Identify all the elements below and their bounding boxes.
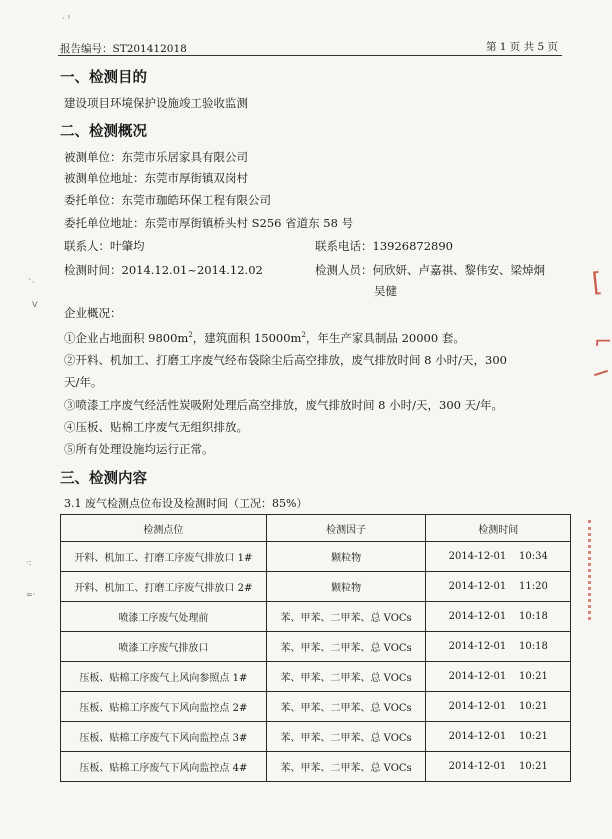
cell-time: 2014-12-01 11:20 (426, 572, 571, 602)
section-2-title: 二、检测概况 (60, 124, 147, 140)
tested-unit: 被测单位：东莞市乐居家具有限公司 (64, 150, 248, 164)
section-1-title: 一、检测目的 (60, 70, 147, 86)
table-caption: 3.1 废气检测点位布设及检测时间（工况：85%） (64, 497, 308, 510)
table-row (61, 752, 571, 782)
cell-location: 压板、贴棉工序废气下风向监控点 2# (61, 692, 267, 722)
table-header-row (61, 515, 571, 542)
cell-time: 2014-12-01 10:21 (426, 662, 571, 692)
stamp-fragment: [ (590, 267, 604, 299)
cell-factor: 颗粒物 (266, 542, 426, 572)
cell-factor: 苯、甲苯、二甲苯、总 VOCs (266, 722, 426, 752)
cell-location: 压板、贴棉工序废气下风向监控点 3# (61, 722, 267, 752)
cell-location: 喷漆工序废气排放口 (61, 632, 267, 662)
test-staff: 检测人员：何欣妍、卢嘉祺、黎伟安、梁焯炯 (315, 263, 545, 277)
company-item-3: ③喷漆工序废气经活性炭吸附处理后高空排放，废气排放时间 8 小时/天，300 天/年。 (64, 398, 503, 412)
stamp-fragment (588, 520, 611, 620)
cell-time: 2014-12-01 10:18 (426, 602, 571, 632)
scan-speck: ·: (26, 558, 32, 567)
table-row (61, 662, 571, 692)
cell-factor: 苯、甲苯、二甲苯、总 VOCs (266, 692, 426, 722)
cell-location: 开料、机加工、打磨工序废气排放口 2# (61, 572, 267, 602)
company-item-2-continued: 天/年。 (64, 375, 103, 389)
company-item-4: ④压板、贴棉工序废气无组织排放。 (64, 420, 248, 434)
section-1-text: 建设项目环境保护设施竣工验收监测 (64, 96, 248, 110)
cell-time: 2014-12-01 10:21 (426, 752, 571, 782)
monitoring-table (60, 514, 571, 782)
client-unit: 委托单位：东莞市珈皓环保工程有限公司 (64, 193, 271, 207)
stamp-fragment (594, 370, 608, 376)
cell-location: 喷漆工序废气处理前 (61, 602, 267, 632)
company-overview-heading: 企业概况： (64, 306, 122, 320)
cell-location: 压板、贴棉工序废气下风向监控点 4# (61, 752, 267, 782)
table-row (61, 602, 571, 632)
scan-speck: `· (28, 278, 35, 287)
contact-person: 联系人：叶肇均 (64, 239, 145, 253)
cell-time: 2014-12-01 10:21 (426, 722, 571, 752)
cell-location: 开料、机加工、打磨工序废气排放口 1# (61, 542, 267, 572)
client-unit-address: 委托单位地址：东莞市厚街镇桥头村 S256 省道东 58 号 (64, 216, 354, 230)
test-staff-continued: 吴健 (374, 284, 397, 298)
company-item-5: ⑤所有处理设施均运行正常。 (64, 442, 214, 456)
cell-time: 2014-12-01 10:18 (426, 632, 571, 662)
contact-phone: 联系电话：13926872890 (315, 239, 453, 253)
header-time: 检测时间 (426, 515, 571, 542)
table-row (61, 632, 571, 662)
test-time: 检测时间：2014.12.01~2014.12.02 (64, 263, 263, 277)
header-rule (58, 55, 562, 56)
table-row (61, 692, 571, 722)
table-row (61, 722, 571, 752)
tested-unit-address: 被测单位地址：东莞市厚街镇双岗村 (64, 171, 248, 185)
report-number: 报告编号：ST201412018 (60, 43, 187, 55)
section-3-title: 三、检测内容 (60, 471, 147, 487)
scan-speck: =· (26, 590, 36, 599)
company-item-1: ①企业占地面积 $9800m^2$，建筑面积 $15000m^2$，年生产家具制品 20000 套。 (64, 331, 465, 345)
company-item-2: ②开料、机加工、打磨工序废气经布袋除尘后高空排放，废气排放时间 8 小时/天，300 (64, 353, 507, 367)
cell-factor: 苯、甲苯、二甲苯、总 VOCs (266, 752, 426, 782)
cell-factor: 苯、甲苯、二甲苯、总 VOCs (266, 632, 426, 662)
cell-time: 2014-12-01 10:21 (426, 692, 571, 722)
header-factor: 检测因子 (266, 515, 426, 542)
cell-factor: 苯、甲苯、二甲苯、总 VOCs (266, 662, 426, 692)
scan-speck: ᐯ (32, 300, 38, 309)
cell-factor: 苯、甲苯、二甲苯、总 VOCs (266, 602, 426, 632)
stamp-fragment: ⌐ (594, 330, 612, 355)
scan-speck: · ˀ (62, 14, 71, 23)
cell-location: 压板、贴棉工序废气上风向参照点 1# (61, 662, 267, 692)
table-row (61, 572, 571, 602)
page-number: 第 1 页 共 5 页 (485, 41, 558, 53)
header-location: 检测点位 (61, 515, 267, 542)
table-row (61, 542, 571, 572)
cell-time: 2014-12-01 10:34 (426, 542, 571, 572)
cell-factor: 颗粒物 (266, 572, 426, 602)
